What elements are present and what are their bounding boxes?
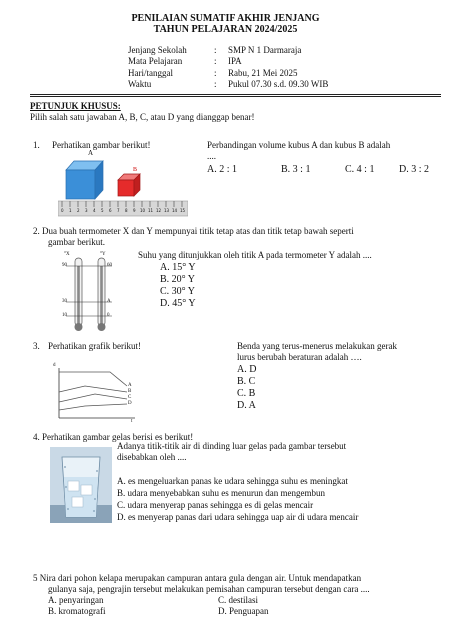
- q1-question: Perbandingan volume kubus A dan kubus B adalah: [207, 140, 391, 150]
- q5-option-d[interactable]: D. Penguapan: [218, 606, 269, 616]
- info-label-subject: Mata Pelajaran: [128, 56, 183, 66]
- q3-option-a[interactable]: A. D: [237, 364, 257, 375]
- graph-label-a: A: [128, 383, 132, 388]
- ruler-label: 8: [125, 208, 128, 213]
- q2-option-a[interactable]: A. 15° Y: [160, 262, 196, 273]
- q1-option-a[interactable]: A. 2 : 1: [207, 164, 237, 175]
- q1-option-d[interactable]: D. 3 : 2: [399, 164, 429, 175]
- ruler-label: 12: [156, 208, 162, 213]
- info-value-school: SMP N 1 Darmaraja: [228, 45, 302, 55]
- instructions-heading: PETUNJUK KHUSUS:: [30, 101, 121, 111]
- thermo-x-mid: 30: [62, 299, 67, 304]
- ice-cube: [72, 497, 83, 507]
- q3-option-c[interactable]: C. B: [237, 388, 256, 399]
- ruler-label: 4: [93, 208, 96, 213]
- cube-b-label: B: [133, 167, 138, 173]
- q2-option-b[interactable]: B. 20° Y: [160, 274, 196, 285]
- ruler-label: 13: [164, 208, 170, 213]
- q4-option-d[interactable]: D. es menyerap panas dari udara sehingga uap air di udara mencair: [117, 512, 359, 522]
- q3-option-d[interactable]: D. A: [237, 400, 256, 411]
- graph-axis-d: d: [53, 363, 56, 368]
- info-label-date: Hari/tanggal: [128, 68, 173, 78]
- info-sep: :: [214, 79, 217, 89]
- exam-title: PENILAIAN SUMATIF AKHIR JENJANG: [131, 13, 320, 24]
- graph-label-c: C: [128, 395, 132, 400]
- graph-axis-t: t: [131, 419, 133, 424]
- thermo-x-top: 90: [62, 263, 67, 268]
- q3-option-b[interactable]: B. C: [237, 376, 256, 387]
- q2-option-d[interactable]: D. 45° Y: [160, 298, 196, 309]
- q5-line1: 5 Nira dari pohon kelapa merupakan campuran antara gula dengan air. Untuk mendapatkan: [33, 573, 362, 583]
- info-value-time: Pukul 07.30 s.d. 09.30 WIB: [228, 79, 329, 89]
- thermo-point-a: A: [107, 299, 111, 304]
- graph-label-d: D: [128, 401, 132, 406]
- ruler-label: 1: [69, 208, 72, 213]
- q4-prompt: 4. Perhatikan gambar gelas berisi es berikut!: [33, 432, 194, 442]
- graph-line-c: [59, 394, 127, 402]
- q2-question: Suhu yang ditunjukkan oleh titik A pada termometer Y adalah ....: [138, 250, 372, 260]
- ruler-label: 3: [85, 208, 88, 213]
- q4-option-c[interactable]: C. udara menyerap panas sehingga es di gelas mencair: [117, 500, 314, 510]
- q1-number: 1.: [33, 140, 40, 150]
- info-value-date: Rabu, 21 Mei 2025: [228, 68, 298, 78]
- thermometer-x: [75, 258, 83, 331]
- ruler-label: 5: [101, 208, 104, 213]
- q4-question-line2: disebabkan oleh ....: [117, 452, 187, 462]
- thermometer-y: [98, 258, 106, 331]
- info-sep: :: [214, 56, 217, 66]
- thermo-y-label: °Y: [100, 252, 106, 257]
- ruler-label: 11: [148, 208, 154, 213]
- q1-option-c[interactable]: C. 4 : 1: [345, 164, 375, 175]
- ruler-label: 0: [61, 208, 64, 213]
- ruler-label: 9: [133, 208, 136, 213]
- thermo-x-label: °X: [64, 252, 70, 257]
- q3-question-line2: lurus berubah beraturan adalah ….: [237, 352, 362, 362]
- q4-option-b[interactable]: B. udara menyebabkan suhu es menurun dan mengembun: [117, 488, 325, 498]
- q3-number: 3.: [33, 341, 40, 351]
- info-sep: :: [214, 68, 217, 78]
- info-sep: :: [214, 45, 217, 55]
- graph-line-b: [59, 386, 127, 392]
- thermo-x-low: 10: [62, 313, 67, 318]
- q2-option-c[interactable]: C. 30° Y: [160, 286, 196, 297]
- q3-question-line1: Benda yang terus-menerus melakukan gerak: [237, 341, 397, 351]
- q1-prompt: Perhatikan gambar berikut!: [52, 140, 151, 150]
- ruler-label: 15: [180, 208, 186, 213]
- exam-year: TAHUN PELAJARAN 2024/2025: [153, 24, 298, 35]
- ruler-label: 2: [77, 208, 80, 213]
- cube-a-label: A: [88, 149, 94, 157]
- q5-line2: gulanya saja, pengrajin tersebut melakukan pemisahan campuran tersebut dengan cara ....: [48, 584, 370, 594]
- q5-option-c[interactable]: C. destilasi: [218, 595, 258, 605]
- q3-prompt: Perhatikan grafik berikut!: [48, 341, 141, 351]
- divider-top: [30, 94, 441, 95]
- q1-option-b[interactable]: B. 3 : 1: [281, 164, 311, 175]
- ruler-labels: [59, 207, 189, 214]
- cube-a: [66, 161, 103, 199]
- q5-option-b[interactable]: B. kromatografi: [48, 606, 106, 616]
- ruler-label: 14: [172, 208, 178, 213]
- instructions-text: Pilih salah satu jawaban A, B, C, atau D yang dianggap benar!: [30, 112, 255, 122]
- q4-question-line1: Adanya titik-titik air di dinding luar gelas pada gambar tersebut: [117, 441, 347, 451]
- divider-bottom: [30, 96, 441, 97]
- ice-cube: [81, 485, 92, 495]
- ruler-label: 10: [140, 208, 146, 213]
- info-label-school: Jenjang Sekolah: [128, 45, 187, 55]
- graph-figure: [55, 366, 145, 426]
- q2-line1: 2. Dua buah termometer X dan Y mempunyai titik tetap atas dan titik tetap bawah seperti: [33, 226, 354, 236]
- q1-dots: ....: [207, 151, 216, 161]
- graph-line-a: [59, 372, 127, 386]
- thermo-y-low: 0: [107, 313, 110, 318]
- ruler-label: 7: [117, 208, 120, 213]
- graph-label-b: B: [128, 389, 132, 394]
- ruler-label: 6: [109, 208, 112, 213]
- info-value-subject: IPA: [228, 56, 242, 66]
- q4-option-a[interactable]: A. es mengeluarkan panas ke udara sehingga suhu es meningkat: [117, 476, 348, 486]
- cube-b: [118, 174, 140, 196]
- info-label-time: Waktu: [128, 79, 152, 89]
- ice-cube: [68, 481, 79, 491]
- thermo-y-top: 60: [107, 263, 112, 268]
- ice-glass-image: [50, 447, 112, 523]
- q2-line2: gambar berikut.: [48, 237, 105, 247]
- graph-line-d: [59, 404, 127, 410]
- q5-option-a[interactable]: A. penyaringan: [48, 595, 104, 605]
